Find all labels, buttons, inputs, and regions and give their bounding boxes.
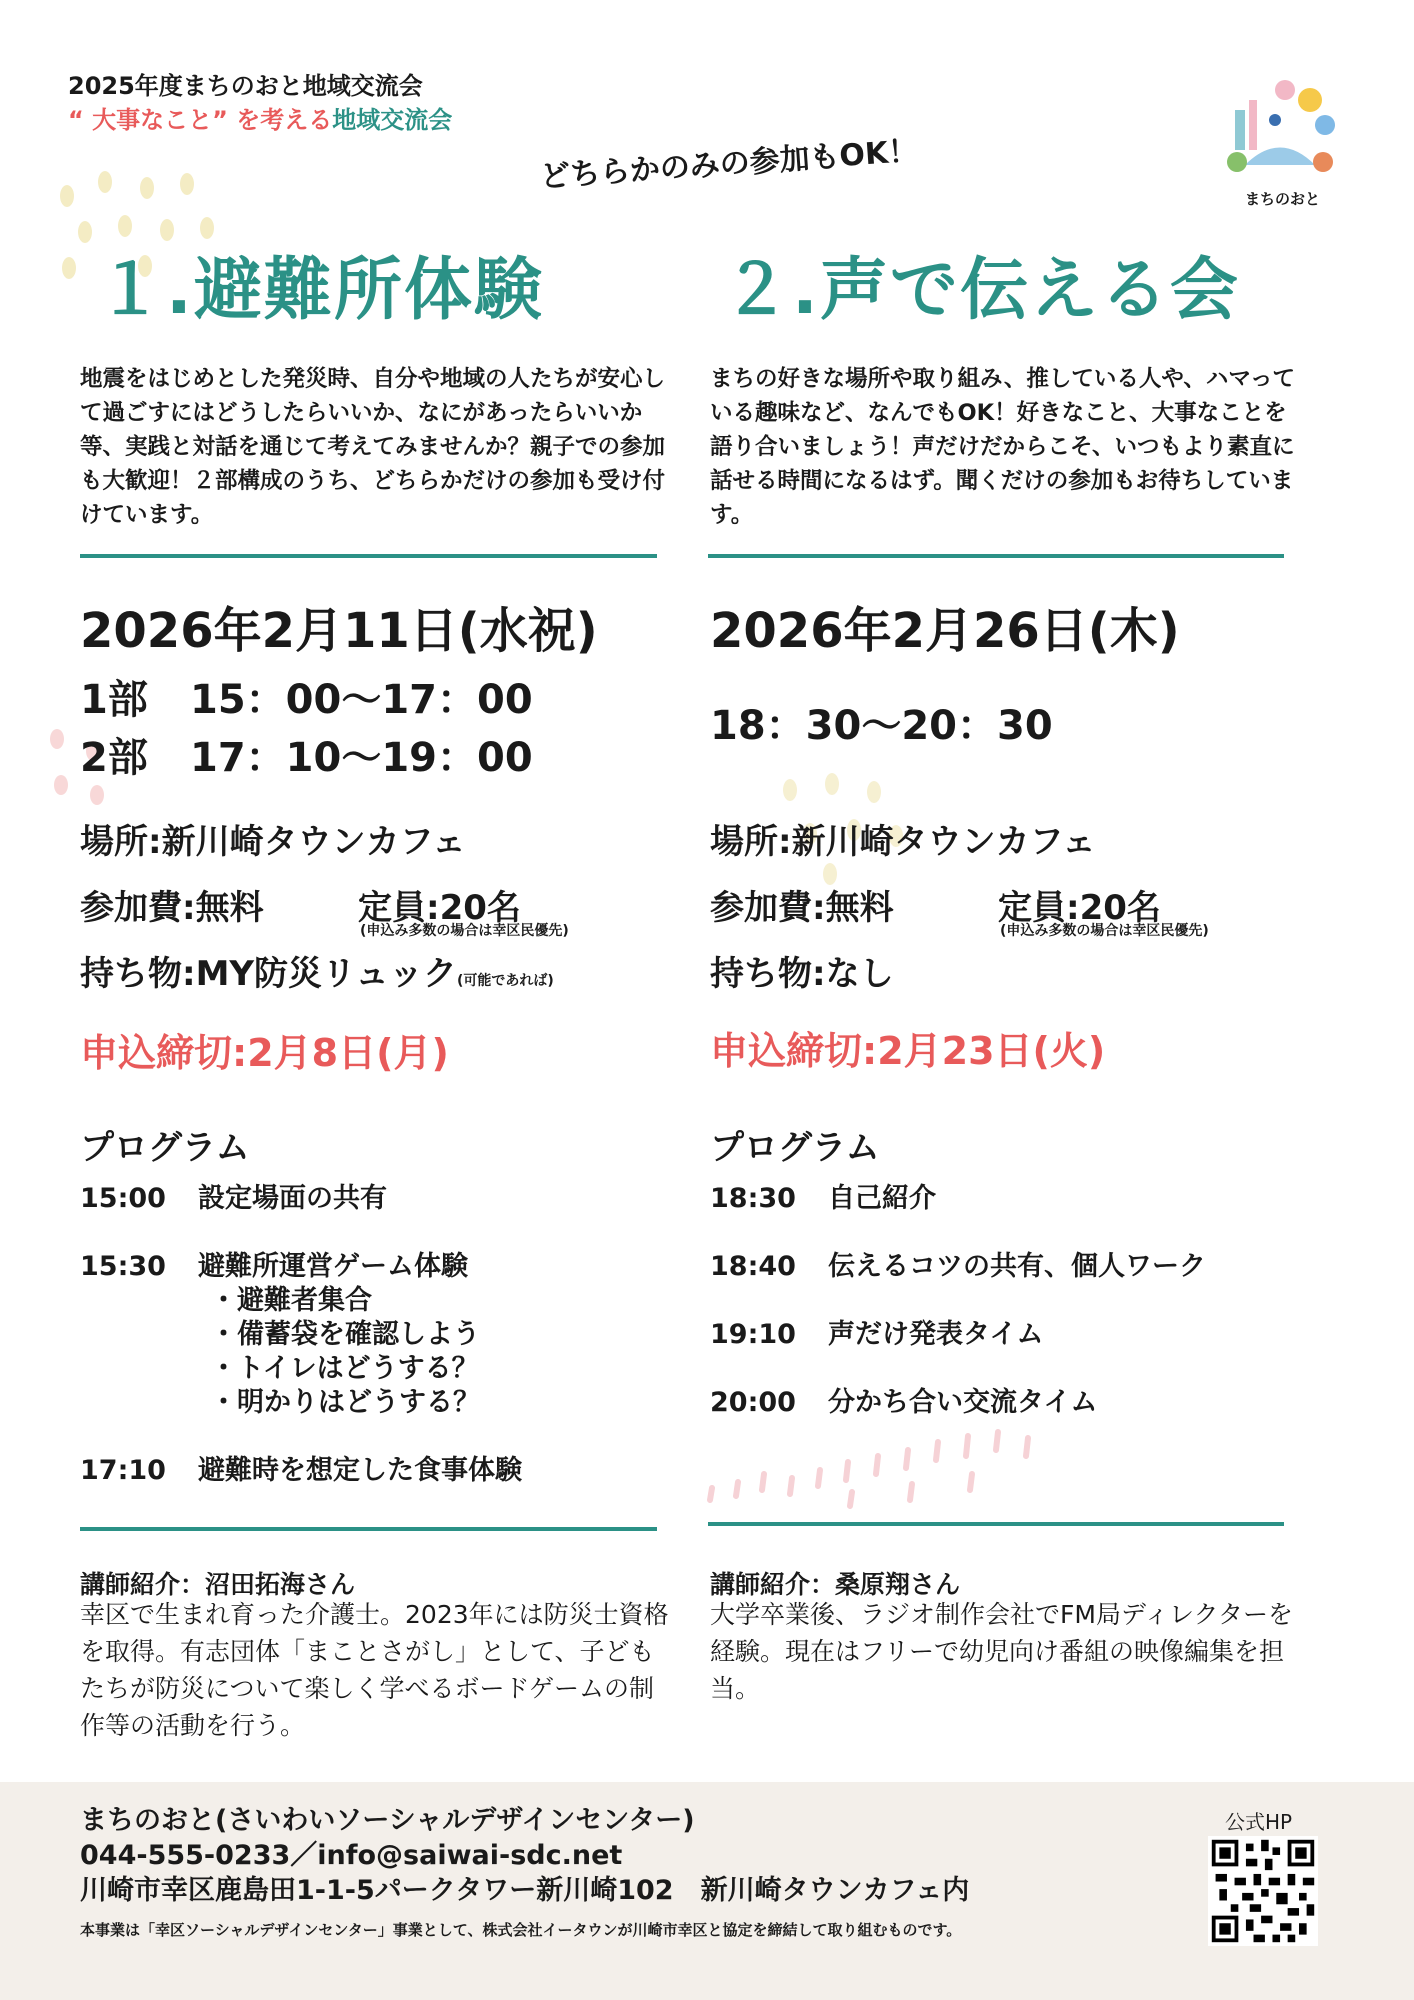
program-time: 15:00 [80,1183,166,1214]
event1-fee: 参加費:無料 [80,888,264,928]
header-series-title: 2025年度まちのおと地域交流会 [68,72,423,100]
time-range: 17：10〜19：00 [190,735,533,781]
event1-date: 2026年2月11日(水祝) [80,603,598,659]
program-label: 設定場面の共有 [198,1183,387,1214]
event2-capacity: 定員:20名 [998,888,1161,928]
time-part-label: 1部 [80,677,148,723]
event1-time-part1 [80,668,533,725]
footer-disclaimer: 本事業は「幸区ソーシャルデザインセンター」事業として、株式会社イータウンが川崎市幸区と協定を締結して取り組むものです。 [80,1921,962,1939]
program-row [80,1250,468,1284]
program-row [710,1182,936,1216]
program-time: 17:10 [80,1455,166,1486]
event1-description: 地震をはじめとした発災時、自分や地域の人たちが安心して過ごすにはどうしたらいいか、なにがあったらいいか等、実践と対話を通じて考えてみませんか？親子での参加も大歓迎！２部構成のうち、どちらかだけの参加も受け付けています。 [80,366,666,528]
program-row [710,1318,1043,1352]
event2-lecturer-heading: 講師紹介：桑原翔さん [710,1570,961,1599]
program-time: 18:30 [710,1183,796,1214]
event1-capacity: 定員:20名 [358,888,521,928]
program-subitem: ・明かりはどうする？ [210,1387,480,1418]
footer-contact: 044-555-0233／info@saiwai-sdc.net [80,1840,623,1871]
event2-location: 場所:新川崎タウンカフェ [710,822,1096,862]
program-time: 15:30 [80,1251,166,1282]
event1-capacity-note: (申込み多数の場合は幸区民優先) [360,923,569,939]
program-label: 分かち合い交流タイム [828,1387,1098,1418]
program-subitem: ・避難者集合 [210,1285,372,1316]
event2-title: ２.声で伝える会 [722,251,1240,330]
event2-description: まちの好きな場所や取り組み、推している人や、ハマっている趣味など、なんでもOK！好きなこと、大事なことを語り合いましょう！声だけだからこそ、いつもより素直に話せる時間になるはず。聞くだけの参加もお待ちしています。 [710,366,1296,528]
logo-illustration-icon [1215,70,1345,185]
bring-text: 持ち物:MY防災リュック [80,954,458,994]
header-subtitle-quote: “ 大事なこと” を考える [68,106,333,134]
footer-org: まちのおと(さいわいソーシャルデザインセンター) [80,1805,695,1836]
event1-lecturer-bio: 幸区で生まれ育った介護士。2023年には防災士資格を取得。有志団体「まことさがし」として、子どもたちが防災について楽しく学べるボードゲームの制作等の活動を行う。 [80,1600,669,1740]
event1-time-part2 [80,726,533,783]
event2-time: 18：30〜20：30 [710,703,1053,749]
event2-lecturer-bio: 大学卒業後、ラジオ制作会社でFM局ディレクターを経験。現在はフリーで幼児向け番組の映像編集を担当。 [710,1600,1293,1703]
machinooto-logo [1215,70,1345,210]
bring-note: (可能であれば) [457,973,554,989]
program-row [710,1250,1206,1284]
divider [708,1522,1284,1526]
event1-lecturer-heading: 講師紹介：沼田拓海さん [80,1570,356,1599]
divider [80,554,657,558]
qr-code-icon[interactable] [1208,1836,1318,1946]
program-label: 声だけ発表タイム [828,1319,1044,1350]
divider [80,1527,657,1531]
time-part-label: 2部 [80,735,148,781]
program-label: 避難時を想定した食事体験 [198,1455,522,1486]
event2-deadline: 申込締切:2月23日(火) [710,1029,1106,1073]
header-subtitle-rest: 地域交流会 [332,106,453,134]
program-row [80,1454,522,1488]
divider [708,554,1284,558]
event1-program-heading: プログラム [80,1128,250,1168]
event1-title: １.避難所体験 [96,251,544,330]
logo-text: まちのおと [1245,190,1321,208]
program-time: 18:40 [710,1251,796,1282]
footer-address: 川崎市幸区鹿島田1-1-5パークタワー新川崎102 新川崎タウンカフェ内 [80,1875,970,1906]
program-label: 避難所運営ゲーム体験 [198,1251,468,1282]
time-range: 15：00〜17：00 [190,677,533,723]
event2-date: 2026年2月26日(木) [710,603,1180,659]
program-subitem: ・トイレはどうする？ [210,1353,479,1384]
event2-bring: 持ち物:なし [710,954,894,994]
event2-program-heading: プログラム [710,1128,880,1168]
program-row [80,1182,387,1216]
program-row [710,1386,1097,1420]
program-label: 自己紹介 [828,1183,936,1214]
event1-bring [80,946,554,995]
participation-note: どちらかのみの参加もOK！ [539,133,920,195]
program-label: 伝えるコツの共有、個人ワーク [828,1251,1206,1282]
header-subtitle [68,100,452,135]
event2-fee: 参加費:無料 [710,888,894,928]
decorative-dashes-pink [700,1420,1060,1510]
event2-capacity-note: (申込み多数の場合は幸区民優先) [1000,923,1209,939]
program-time: 20:00 [710,1387,796,1418]
program-subitem: ・備蓄袋を確認しよう [210,1319,480,1350]
program-time: 19:10 [710,1319,796,1350]
event1-deadline: 申込締切:2月8日(月) [80,1031,449,1075]
event1-location: 場所:新川崎タウンカフェ [80,822,466,862]
qr-label: 公式HP [1225,1810,1293,1834]
